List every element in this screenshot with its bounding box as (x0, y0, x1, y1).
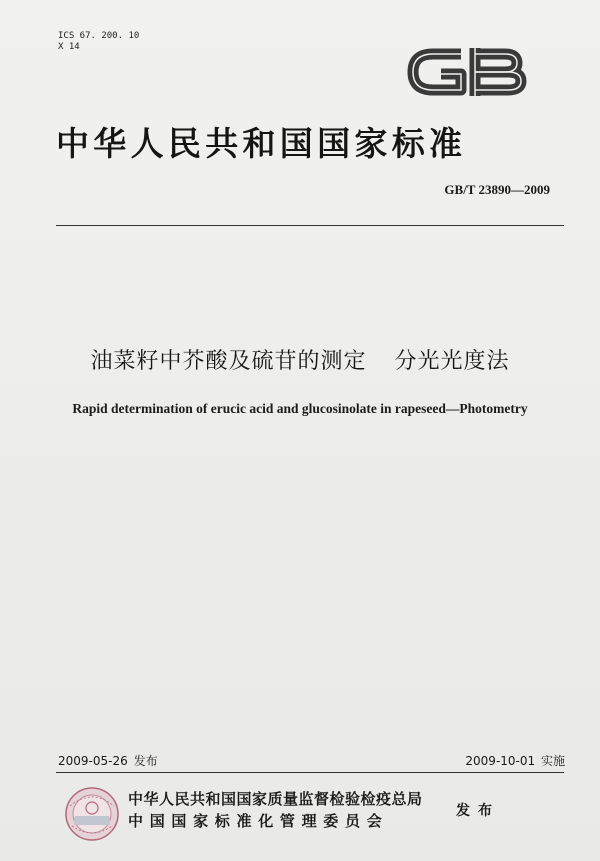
ics-code: ICS 67. 200. 10 (58, 31, 140, 41)
implementation-date (465, 752, 565, 769)
issue-date (58, 752, 158, 769)
title-cn-main: 油菜籽中芥酸及硫苷的测定 (90, 349, 367, 374)
national-standard-title: 中华人民共和国国家标准 (56, 124, 467, 163)
issue-date-label: 发布 (133, 754, 158, 768)
classification-codes (58, 31, 139, 53)
document-title-cn (0, 344, 600, 375)
implementation-date-label: 实施 (540, 754, 565, 768)
gb-logo-icon (405, 42, 529, 102)
title-cn-method: 分光光度法 (394, 349, 510, 374)
standard-number: GB/T 23890—2009 (444, 182, 550, 197)
footer-divider (56, 772, 564, 773)
issuing-authorities (128, 788, 423, 832)
anti-counterfeit-seal-icon (64, 786, 120, 842)
issuer-aqsiq: 中华人民共和国国家质量监督检验检疫总局 (128, 790, 423, 808)
issuer-sac: 中国国家标准化管理委员会 (128, 812, 389, 830)
header-divider (56, 225, 564, 226)
implementation-date-value: 2009-10-01 (465, 754, 536, 768)
document-title-en: Rapid determination of erucic acid and glucosinolate in rapeseed—Photometry (72, 401, 528, 416)
issue-date-value: 2009-05-26 (58, 754, 128, 768)
ccs-code: X 14 (58, 42, 80, 52)
publish-label: 发布 (456, 803, 500, 819)
